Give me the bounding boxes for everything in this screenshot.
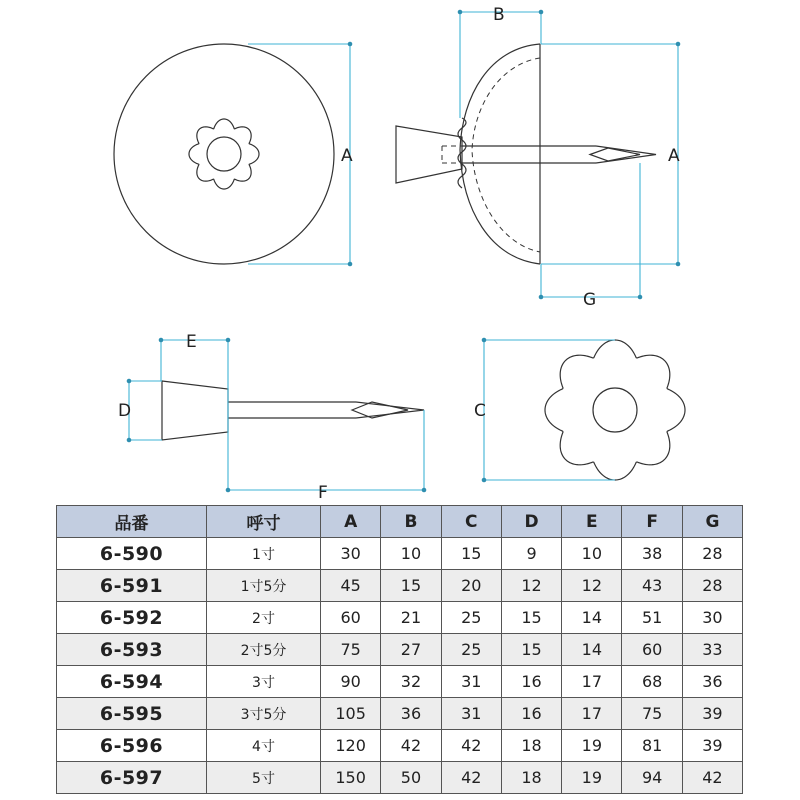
dim-e-cell: 14 <box>562 634 622 666</box>
plug-nail-view <box>118 332 426 503</box>
part-number-cell: 6-593 <box>57 634 207 666</box>
dim-c-cell: 25 <box>441 634 501 666</box>
dim-a-cell: 150 <box>321 762 381 794</box>
dim-c-cell: 31 <box>441 698 501 730</box>
nominal-size-cell: 3寸5分 <box>207 698 321 730</box>
dim-c-cell: 25 <box>441 602 501 634</box>
dim-e-cell: 17 <box>562 666 622 698</box>
table-row <box>57 570 743 602</box>
table-row <box>57 698 743 730</box>
header-a: A <box>321 506 381 538</box>
dim-b-cell: 36 <box>381 698 441 730</box>
table-row <box>57 762 743 794</box>
dim-g-cell: 28 <box>682 538 742 570</box>
dim-d-cell: 9 <box>501 538 561 570</box>
disc-flower-emblem <box>189 119 259 189</box>
header-nominal-size: 呼寸 <box>207 506 321 538</box>
dim-e-cell: 14 <box>562 602 622 634</box>
header-part-number: 品番 <box>57 506 207 538</box>
dim-d-cell: 15 <box>501 634 561 666</box>
dim-g-cell: 42 <box>682 762 742 794</box>
dim-f-cell: 38 <box>622 538 682 570</box>
part-number-cell: 6-596 <box>57 730 207 762</box>
dim-g-cell: 33 <box>682 634 742 666</box>
table-row <box>57 730 743 762</box>
dimension-label-c: C <box>474 401 486 421</box>
dim-f-cell: 51 <box>622 602 682 634</box>
dim-a-cell: 90 <box>321 666 381 698</box>
header-e: E <box>562 506 622 538</box>
nominal-size-cell: 1寸5分 <box>207 570 321 602</box>
table-row <box>57 538 743 570</box>
dim-g-cell: 39 <box>682 698 742 730</box>
dim-d-cell: 15 <box>501 602 561 634</box>
table-row <box>57 666 743 698</box>
dim-f-cell: 94 <box>622 762 682 794</box>
nominal-size-cell: 2寸 <box>207 602 321 634</box>
dim-f-cell: 75 <box>622 698 682 730</box>
dim-c-cell: 20 <box>441 570 501 602</box>
dim-f-cell: 81 <box>622 730 682 762</box>
dim-b-cell: 21 <box>381 602 441 634</box>
dim-f-cell: 68 <box>622 666 682 698</box>
dim-g-cell: 36 <box>682 666 742 698</box>
nominal-size-cell: 1寸 <box>207 538 321 570</box>
header-c: C <box>441 506 501 538</box>
dim-e-cell: 10 <box>562 538 622 570</box>
dim-b-cell: 42 <box>381 730 441 762</box>
dim-e-cell: 17 <box>562 698 622 730</box>
dim-a-cell: 120 <box>321 730 381 762</box>
table-row <box>57 602 743 634</box>
dim-d-cell: 12 <box>501 570 561 602</box>
dim-c-cell: 31 <box>441 666 501 698</box>
dimension-label-b: B <box>493 5 505 25</box>
dim-d-cell: 18 <box>501 730 561 762</box>
dimension-label-a-side: A <box>668 146 680 166</box>
dim-b-cell: 32 <box>381 666 441 698</box>
dim-c-cell: 42 <box>441 730 501 762</box>
table-header-row <box>57 506 743 538</box>
dim-b-cell: 50 <box>381 762 441 794</box>
dim-a-cell: 45 <box>321 570 381 602</box>
dim-a-cell: 60 <box>321 602 381 634</box>
dim-c-cell: 42 <box>441 762 501 794</box>
dim-c-cell: 15 <box>441 538 501 570</box>
part-number-cell: 6-594 <box>57 666 207 698</box>
dim-b-cell: 10 <box>381 538 441 570</box>
dimension-label-d: D <box>118 401 132 421</box>
table-row <box>57 634 743 666</box>
dim-e-cell: 12 <box>562 570 622 602</box>
dimension-label-g: G <box>583 290 597 310</box>
nominal-size-cell: 4寸 <box>207 730 321 762</box>
dim-d-cell: 18 <box>501 762 561 794</box>
nominal-size-cell: 2寸5分 <box>207 634 321 666</box>
header-d: D <box>501 506 561 538</box>
plug-front-view <box>474 338 685 483</box>
part-number-cell: 6-597 <box>57 762 207 794</box>
nominal-size-cell: 5寸 <box>207 762 321 794</box>
dim-a-cell: 75 <box>321 634 381 666</box>
specification-table <box>56 505 743 794</box>
dimension-label-e: E <box>186 332 197 352</box>
dim-f-cell: 43 <box>622 570 682 602</box>
header-b: B <box>381 506 441 538</box>
dim-e-cell: 19 <box>562 762 622 794</box>
part-number-cell: 6-591 <box>57 570 207 602</box>
dim-b-cell: 27 <box>381 634 441 666</box>
dim-d-cell: 16 <box>501 666 561 698</box>
plug-flower-outline <box>545 340 685 480</box>
dim-g-cell: 39 <box>682 730 742 762</box>
dim-e-cell: 19 <box>562 730 622 762</box>
dim-g-cell: 28 <box>682 570 742 602</box>
dim-f-cell: 60 <box>622 634 682 666</box>
part-number-cell: 6-592 <box>57 602 207 634</box>
side-section-view <box>396 5 680 310</box>
disc-front-view <box>114 42 353 267</box>
dim-d-cell: 16 <box>501 698 561 730</box>
header-f: F <box>622 506 682 538</box>
dimension-label-f: F <box>318 483 328 503</box>
nominal-size-cell: 3寸 <box>207 666 321 698</box>
header-g: G <box>682 506 742 538</box>
dim-b-cell: 15 <box>381 570 441 602</box>
dim-a-cell: 105 <box>321 698 381 730</box>
part-number-cell: 6-590 <box>57 538 207 570</box>
dimension-label-a: A <box>341 146 353 166</box>
part-number-cell: 6-595 <box>57 698 207 730</box>
dim-a-cell: 30 <box>321 538 381 570</box>
dim-g-cell: 30 <box>682 602 742 634</box>
